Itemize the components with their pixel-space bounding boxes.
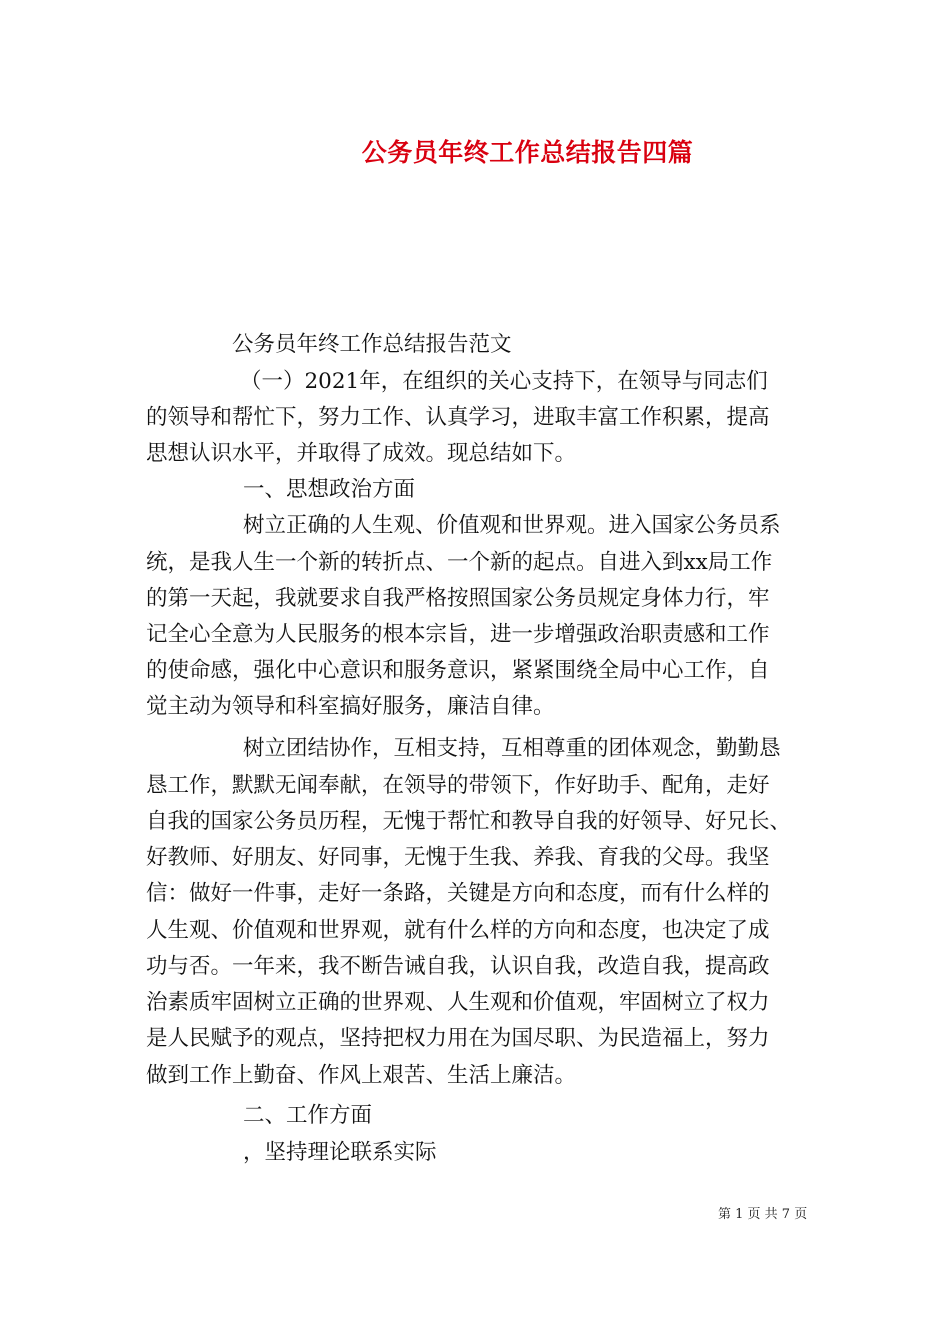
text-line: 树立正确的人生观、价值观和世界观。进入国家公务员系 <box>243 513 781 538</box>
text-line: 公务员年终工作总结报告范文 <box>232 332 512 357</box>
text-line: 恳工作，默默无闻奉献，在领导的带领下，作好助手、配角，走好 <box>146 773 770 798</box>
section-heading: 二、工作方面 <box>243 1103 373 1128</box>
text-line: 觉主动为领导和科室搞好服务，廉洁自律。 <box>146 694 555 719</box>
text-line: 的第一天起，我就要求自我严格按照国家公务员规定身体力行，牢 <box>146 586 770 611</box>
text-line: 治素质牢固树立正确的世界观、人生观和价值观，牢固树立了权力 <box>146 990 770 1015</box>
document-title: 公务员年终工作总结报告四篇 <box>361 138 694 167</box>
text-line: 思想认识水平，并取得了成效。现总结如下。 <box>146 441 577 466</box>
text-line: 统，是我人生一个新的转折点、一个新的起点。自进入到xx局工作 <box>146 550 773 575</box>
text-line: 树立团结协作，互相支持，互相尊重的团体观念，勤勤恳 <box>243 736 781 761</box>
text-line: 的领导和帮忙下，努力工作、认真学习，进取丰富工作积累，提高 <box>146 405 770 430</box>
text-line: 功与否。一年来，我不断告诫自我，认识自我，改造自我，提高政 <box>146 954 770 979</box>
section-heading: 一、思想政治方面 <box>243 477 416 502</box>
text-line: 信：做好一件事，走好一条路，关键是方向和态度，而有什么样的 <box>146 881 770 906</box>
text-line: 的使命感，强化中心意识和服务意识，紧紧围绕全局中心工作，自 <box>146 658 770 683</box>
text-line: 是人民赋予的观点，坚持把权力用在为国尽职、为民造福上，努力 <box>146 1026 770 1051</box>
text-line: 自我的国家公务员历程，无愧于帮忙和教导自我的好领导、好兄长、 <box>146 809 792 834</box>
text-line: 做到工作上勤奋、作风上艰苦、生活上廉洁。 <box>146 1063 577 1088</box>
text-line: ，坚持理论联系实际 <box>243 1140 437 1165</box>
page-footer: 第 1 页 共 7 页 <box>718 1207 808 1222</box>
text-line: 记全心全意为人民服务的根本宗旨，进一步增强政治职责感和工作 <box>146 622 770 647</box>
text-line: 人生观、价值观和世界观，就有什么样的方向和态度，也决定了成 <box>146 918 770 943</box>
text-line: （一）2021年，在组织的关心支持下，在领导与同志们 <box>240 369 768 394</box>
text-line: 好教师、好朋友、好同事，无愧于生我、养我、育我的父母。我坚 <box>146 845 770 870</box>
